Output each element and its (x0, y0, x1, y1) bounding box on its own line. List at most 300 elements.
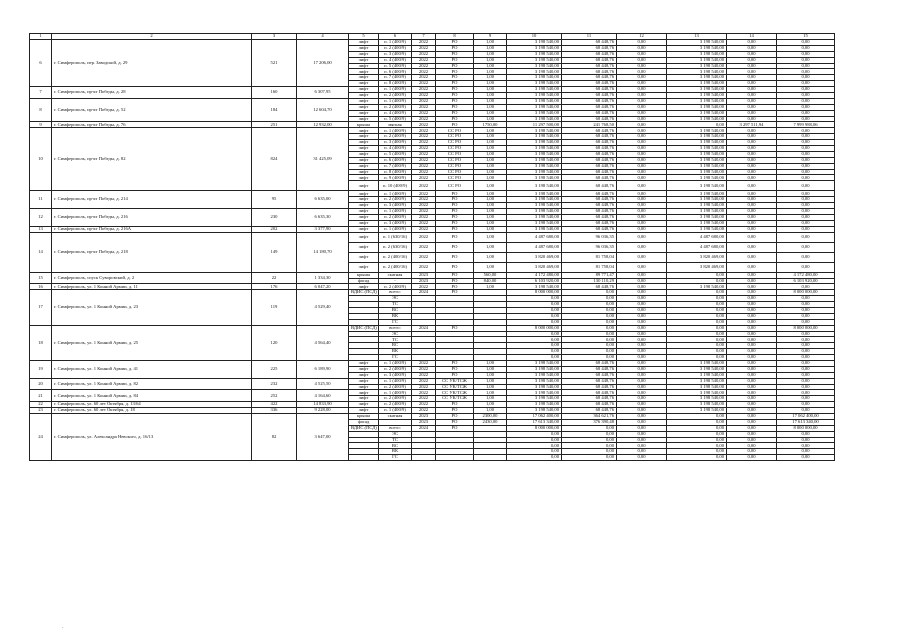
data-cell: 0,00 (727, 203, 777, 209)
data-cell: 0,00 (727, 455, 777, 461)
data-cell: 0,00 (617, 75, 667, 81)
data-cell: 1,00 (474, 181, 507, 191)
row-number: 16 (30, 284, 52, 290)
data-cell: 0,00 (777, 181, 835, 191)
header-cell: 13 (667, 34, 727, 40)
data-cell: 0,00 (777, 319, 835, 325)
data-cell: 68 448,76 (562, 104, 617, 110)
data-cell: 0,00 (617, 390, 667, 396)
data-cell: 68 448,76 (562, 175, 617, 181)
address-cell: г. Симферополь, ул. 1 Конной Армии, д. 25 (52, 325, 252, 360)
data-cell: лифт (349, 57, 379, 63)
area-cell: 6 307,95 (297, 87, 349, 99)
data-cell: лифт (349, 408, 379, 414)
header-cell: 8 (436, 34, 474, 40)
data-cell: 0,00 (727, 51, 777, 57)
data-cell: РО (436, 104, 474, 110)
data-cell: 0,00 (777, 402, 835, 408)
data-cell: 0,00 (617, 396, 667, 402)
data-cell: РО (436, 278, 474, 284)
data-cell: 0,00 (727, 63, 777, 69)
data-cell: 2022 (412, 378, 436, 384)
data-cell: п. 2 (400/9) (379, 284, 412, 290)
data-cell: п. 2 (630/16) (379, 242, 412, 252)
data-cell: 0,00 (617, 262, 667, 272)
data-cell: 0,00 (667, 337, 727, 343)
data-cell: 0,00 (617, 343, 667, 349)
data-cell: 0,00 (617, 419, 667, 425)
data-cell: 1,00 (474, 197, 507, 203)
data-cell: п. 2 (400/9) (379, 197, 412, 203)
data-cell: 0,00 (667, 455, 727, 461)
data-cell: 2022 (412, 214, 436, 220)
data-cell: 0,00 (667, 290, 727, 296)
data-cell: 0,00 (727, 110, 777, 116)
data-cell: 1,00 (474, 226, 507, 232)
data-cell: 0,00 (617, 366, 667, 372)
row-number: 10 (30, 128, 52, 191)
data-cell: 1,00 (474, 57, 507, 63)
data-cell: 0,00 (617, 337, 667, 343)
data-cell: 3 198 540,00 (507, 408, 562, 414)
data-cell: 2023 (412, 272, 436, 278)
data-cell: 1,00 (474, 214, 507, 220)
data-cell: 3 198 540,00 (507, 203, 562, 209)
data-cell: 0,00 (777, 313, 835, 319)
data-cell: 68 448,76 (562, 151, 617, 157)
data-cell: 2022 (412, 45, 436, 51)
data-cell: 17 613 340,00 (777, 419, 835, 425)
data-cell: 0,00 (777, 355, 835, 361)
data-cell: 0,00 (617, 146, 667, 152)
data-cell: 3 198 540,00 (667, 75, 727, 81)
data-cell: 0,00 (617, 226, 667, 232)
data-cell: 0,00 (777, 366, 835, 372)
data-cell: 0,00 (617, 372, 667, 378)
data-cell: лифт (349, 372, 379, 378)
data-cell: 0,00 (617, 110, 667, 116)
address-cell: г. Симферополь, пр-кт Победы, д. 82 (52, 128, 252, 191)
data-cell: п. 1 (400/9) (379, 191, 412, 197)
data-cell: 68 448,76 (562, 63, 617, 69)
header-cell: 14 (727, 34, 777, 40)
data-cell: 0,00 (777, 81, 835, 87)
repair-program-table (29, 33, 835, 461)
data-cell: ГС (379, 319, 412, 325)
data-cell: 0,00 (617, 157, 667, 163)
address-cell: г. Симферополь, пр-кт Победы, д. 28 (52, 87, 252, 99)
page-mark: · (62, 626, 64, 631)
data-cell: 0,00 (727, 262, 777, 272)
data-cell: 68 448,76 (562, 214, 617, 220)
data-cell: п. 7 (400/9) (379, 163, 412, 169)
data-cell: 0,00 (617, 214, 667, 220)
data-cell: 0,00 (777, 134, 835, 140)
data-cell: 0,00 (617, 302, 667, 308)
data-cell: 68 448,76 (562, 390, 617, 396)
data-cell: 0,00 (667, 325, 727, 331)
row-number: 23 (30, 408, 52, 414)
area-cell: 14 180,70 (297, 232, 349, 272)
data-cell: РО (436, 360, 474, 366)
data-cell: РО (436, 252, 474, 262)
data-cell: РО (436, 122, 474, 128)
data-cell: 0,00 (617, 290, 667, 296)
area-cell: 4 564,40 (297, 325, 349, 360)
data-cell: 3 198 540,00 (507, 98, 562, 104)
data-cell: п. 2 (400/9) (379, 134, 412, 140)
data-cell: 3 198 540,00 (507, 402, 562, 408)
data-cell: 0,00 (562, 319, 617, 325)
area-cell: 3 647,00 (297, 413, 349, 460)
data-cell: п. 4 (400/9) (379, 146, 412, 152)
data-cell: 3 198 540,00 (667, 110, 727, 116)
data-cell: 0,00 (617, 278, 667, 284)
data-cell: 1,00 (474, 87, 507, 93)
data-cell: РО (436, 425, 474, 431)
data-cell: 0,00 (777, 87, 835, 93)
row-number: 9 (30, 122, 52, 128)
row-number: 12 (30, 209, 52, 227)
data-cell: 96 036,35 (562, 232, 617, 242)
data-cell: 2022 (412, 396, 436, 402)
address-cell: г. Симферополь, пр-кт Победы, д. 216А (52, 226, 252, 232)
data-cell: 0,00 (777, 343, 835, 349)
data-cell: 3 198 540,00 (667, 220, 727, 226)
data-cell: 0,00 (727, 331, 777, 337)
data-cell: 0,00 (727, 372, 777, 378)
data-cell: 0,00 (727, 226, 777, 232)
data-cell: 3 198 540,00 (667, 284, 727, 290)
data-cell: РО (436, 366, 474, 372)
data-cell: 0,00 (727, 419, 777, 425)
apartments-cell: 120 (252, 325, 297, 360)
data-cell: 0,00 (727, 343, 777, 349)
data-cell: 3 198 540,00 (667, 384, 727, 390)
data-cell: 0,00 (617, 455, 667, 461)
data-cell: РО (436, 408, 474, 414)
data-cell: 3 198 540,00 (507, 209, 562, 215)
data-cell: 0,00 (727, 349, 777, 355)
data-cell: 0,00 (562, 296, 617, 302)
data-cell: 3 198 540,00 (507, 372, 562, 378)
data-cell: лифт (349, 110, 379, 116)
data-cell: 0,00 (507, 437, 562, 443)
data-cell: РО (436, 413, 474, 419)
data-cell: 0,00 (777, 396, 835, 402)
data-cell: ВК (379, 449, 412, 455)
data-cell: 3 297 511,94 (727, 122, 777, 128)
data-cell: 2022 (412, 98, 436, 104)
data-cell: 0,00 (777, 197, 835, 203)
data-cell: РО (436, 209, 474, 215)
data-cell: 0,00 (617, 175, 667, 181)
data-cell (349, 455, 379, 461)
data-cell: 0,00 (777, 63, 835, 69)
data-cell: РО (436, 242, 474, 252)
data-cell: 3 198 540,00 (667, 93, 727, 99)
area-cell: 4 529,40 (297, 290, 349, 325)
data-cell: 0,00 (617, 425, 667, 431)
data-cell: 560,00 (474, 272, 507, 278)
data-cell: 8 000 000,00 (507, 325, 562, 331)
data-cell: п. 2 (400/9) (379, 104, 412, 110)
data-cell: 0,00 (727, 232, 777, 242)
data-cell: 0,00 (777, 302, 835, 308)
data-cell: п. 3 (400/9) (379, 140, 412, 146)
data-cell: 2022 (412, 169, 436, 175)
data-cell: лифт (349, 146, 379, 152)
data-cell: 68 448,76 (562, 75, 617, 81)
data-cell: 0,00 (727, 98, 777, 104)
data-cell: 0,00 (617, 51, 667, 57)
data-cell: 1,00 (474, 209, 507, 215)
data-cell: 3 198 540,00 (507, 157, 562, 163)
document-page (29, 33, 834, 461)
data-cell: 0,00 (777, 296, 835, 302)
data-cell: 17 062 400,00 (507, 413, 562, 419)
data-cell: 0,00 (727, 128, 777, 134)
apartments-cell: 251 (252, 122, 297, 128)
data-cell: 1,00 (474, 384, 507, 390)
data-cell: 0,00 (667, 425, 727, 431)
data-cell: лифт (349, 191, 379, 197)
data-cell: п. 1 (630/16) (379, 232, 412, 242)
data-cell: п. 1 (400/9) (379, 40, 412, 46)
data-cell: 3 198 540,00 (667, 214, 727, 220)
data-cell: 0,00 (667, 122, 727, 128)
data-cell: 0,00 (727, 443, 777, 449)
data-cell: СС РО (436, 163, 474, 169)
data-cell: 0,00 (727, 197, 777, 203)
data-cell: 3 198 540,00 (507, 396, 562, 402)
data-cell: 3 820 469,00 (507, 262, 562, 272)
data-cell: 0,00 (667, 313, 727, 319)
data-cell: СС УК/ТСЖ (436, 378, 474, 384)
data-cell: п. 3 (400/9) (379, 203, 412, 209)
data-cell: 2022 (412, 220, 436, 226)
data-cell: 3 198 540,00 (667, 209, 727, 215)
data-cell: РО (436, 214, 474, 220)
data-cell: РО (436, 116, 474, 122)
data-cell: 81 758,04 (562, 262, 617, 272)
data-cell: 0,00 (727, 319, 777, 325)
data-cell: 68 448,76 (562, 146, 617, 152)
data-cell: 4 172 480,00 (777, 272, 835, 278)
data-cell: 0,00 (777, 163, 835, 169)
data-cell: 0,00 (727, 278, 777, 284)
data-cell: 1,00 (474, 104, 507, 110)
data-cell: лифт (349, 220, 379, 226)
table-body (30, 34, 835, 461)
data-cell: 3 198 540,00 (667, 169, 727, 175)
data-cell: п. 8 (400/9) (379, 81, 412, 87)
data-cell: 68 448,76 (562, 134, 617, 140)
data-cell: 68 448,76 (562, 98, 617, 104)
data-cell: 2022 (412, 197, 436, 203)
area-cell: 12 932,00 (297, 122, 349, 128)
data-cell: лифт (349, 384, 379, 390)
area-cell: 6 047,20 (297, 284, 349, 290)
data-cell: 1,00 (474, 51, 507, 57)
row-number: 7 (30, 87, 52, 99)
header-cell: 9 (474, 34, 507, 40)
data-cell: СС УК/ТСЖ (436, 390, 474, 396)
data-cell: лифт (349, 175, 379, 181)
data-cell: 0,00 (727, 307, 777, 313)
data-cell: лифт (349, 104, 379, 110)
data-cell: 1,00 (474, 128, 507, 134)
data-cell: 0,00 (777, 284, 835, 290)
data-cell (412, 455, 436, 461)
data-cell: 3 198 540,00 (667, 175, 727, 181)
data-cell: СС РО (436, 157, 474, 163)
data-cell: 0,00 (507, 319, 562, 325)
data-cell: 0,00 (777, 98, 835, 104)
data-cell: 2022 (412, 372, 436, 378)
data-cell: ТС (379, 337, 412, 343)
data-cell: 0,00 (617, 191, 667, 197)
data-cell: РО (436, 325, 474, 331)
data-cell: 0,00 (617, 87, 667, 93)
data-cell: 0,00 (507, 349, 562, 355)
data-cell: 4 172 480,00 (507, 272, 562, 278)
data-cell: РО (436, 63, 474, 69)
row-number: 18 (30, 325, 52, 360)
data-cell: 0,00 (777, 51, 835, 57)
data-cell: 0,00 (562, 355, 617, 361)
data-cell: 68 448,76 (562, 366, 617, 372)
data-cell: 2022 (412, 110, 436, 116)
data-cell: 0,00 (777, 140, 835, 146)
data-cell: 0,00 (617, 163, 667, 169)
header-cell: 1 (30, 34, 52, 40)
data-cell: 3 198 540,00 (667, 104, 727, 110)
data-cell: 3 198 540,00 (507, 366, 562, 372)
data-cell: 0,00 (617, 413, 667, 419)
data-cell: 0,00 (777, 209, 835, 215)
data-cell: 68 448,76 (562, 140, 617, 146)
data-cell: 4 487 680,00 (507, 242, 562, 252)
data-cell: 1,00 (474, 396, 507, 402)
data-cell: 0,00 (777, 157, 835, 163)
data-cell: лифт (349, 360, 379, 366)
data-cell: 2022 (412, 408, 436, 414)
data-cell: 0,00 (507, 355, 562, 361)
data-cell: 0,00 (617, 169, 667, 175)
data-cell: РО (436, 419, 474, 425)
data-cell: лифт (349, 209, 379, 215)
data-cell: 1,00 (474, 191, 507, 197)
data-cell: 0,00 (777, 45, 835, 51)
data-cell: 0,00 (507, 443, 562, 449)
apartments-cell: 119 (252, 290, 297, 325)
data-cell: 68 448,76 (562, 396, 617, 402)
header-cell: 2 (52, 34, 252, 40)
header-cell: 5 (349, 34, 379, 40)
data-cell: РО (436, 226, 474, 232)
data-cell: 3 198 540,00 (667, 87, 727, 93)
data-cell: п. 3 (400/9) (379, 220, 412, 226)
data-cell: 3 198 540,00 (507, 390, 562, 396)
data-cell: 68 448,76 (562, 284, 617, 290)
data-cell: 89 771,47 (562, 272, 617, 278)
data-cell: 0,00 (507, 296, 562, 302)
data-cell: 0,00 (777, 360, 835, 366)
data-cell: 3 198 540,00 (507, 110, 562, 116)
data-cell: 364 621,76 (562, 413, 617, 419)
data-cell: п. 4 (400/9) (379, 110, 412, 116)
data-cell: 2022 (412, 360, 436, 366)
data-cell: 68 448,76 (562, 209, 617, 215)
data-cell: 8 000 000,00 (777, 325, 835, 331)
data-cell: 0,00 (617, 232, 667, 242)
data-cell: 1,00 (474, 163, 507, 169)
data-cell: 3 198 540,00 (507, 51, 562, 57)
data-cell: лифт (349, 116, 379, 122)
data-cell: 2024 (412, 290, 436, 296)
data-cell: 68 448,76 (562, 110, 617, 116)
data-cell: 0,00 (777, 214, 835, 220)
data-cell: 68 448,76 (562, 181, 617, 191)
data-cell: 3 198 540,00 (667, 45, 727, 51)
data-cell: 0,00 (562, 455, 617, 461)
data-cell (436, 455, 474, 461)
data-cell: 3 198 540,00 (667, 402, 727, 408)
data-cell: 3 198 540,00 (507, 45, 562, 51)
header-cell: 3 (252, 34, 297, 40)
data-cell: лифт (349, 390, 379, 396)
data-cell: 0,00 (727, 296, 777, 302)
data-cell: лифт (349, 75, 379, 81)
data-cell: ВК (379, 349, 412, 355)
data-cell: лифт (349, 203, 379, 209)
data-cell: 0,00 (777, 437, 835, 443)
data-cell: 2023 (412, 278, 436, 284)
data-cell: 0,00 (727, 87, 777, 93)
apartments-cell: 82 (252, 413, 297, 460)
address-cell: г. Симферополь, пр-кт Победы, д. 76 (52, 122, 252, 128)
data-cell: 0,00 (667, 272, 727, 278)
data-cell: 0,00 (727, 378, 777, 384)
data-cell: РО (436, 272, 474, 278)
header-cell: 12 (617, 34, 667, 40)
data-cell: 0,00 (562, 349, 617, 355)
data-cell: 2022 (412, 40, 436, 46)
data-cell: лифт (349, 81, 379, 87)
header-cell: 6 (379, 34, 412, 40)
data-cell: 3 198 540,00 (507, 151, 562, 157)
data-cell: 6 103 920,00 (777, 278, 835, 284)
data-cell: 0,00 (777, 203, 835, 209)
apartments-cell: 22 (252, 272, 297, 284)
data-cell: 1,00 (474, 81, 507, 87)
data-cell: 3 198 540,00 (507, 69, 562, 75)
data-cell: 0,00 (617, 116, 667, 122)
data-cell: п. 1 (400/9) (379, 209, 412, 215)
data-cell: 840,00 (474, 278, 507, 284)
apartments-cell: 824 (252, 128, 297, 191)
data-cell: лифт (349, 262, 379, 272)
data-cell: 8 000 000,00 (507, 290, 562, 296)
data-cell: 3 198 540,00 (667, 226, 727, 232)
data-cell: 0,00 (727, 337, 777, 343)
data-cell: п. 9 (400/9) (379, 175, 412, 181)
row-number: 21 (30, 390, 52, 402)
data-cell: РО (436, 290, 474, 296)
data-cell: 3 820 469,00 (667, 252, 727, 262)
data-cell: 3 198 540,00 (507, 284, 562, 290)
